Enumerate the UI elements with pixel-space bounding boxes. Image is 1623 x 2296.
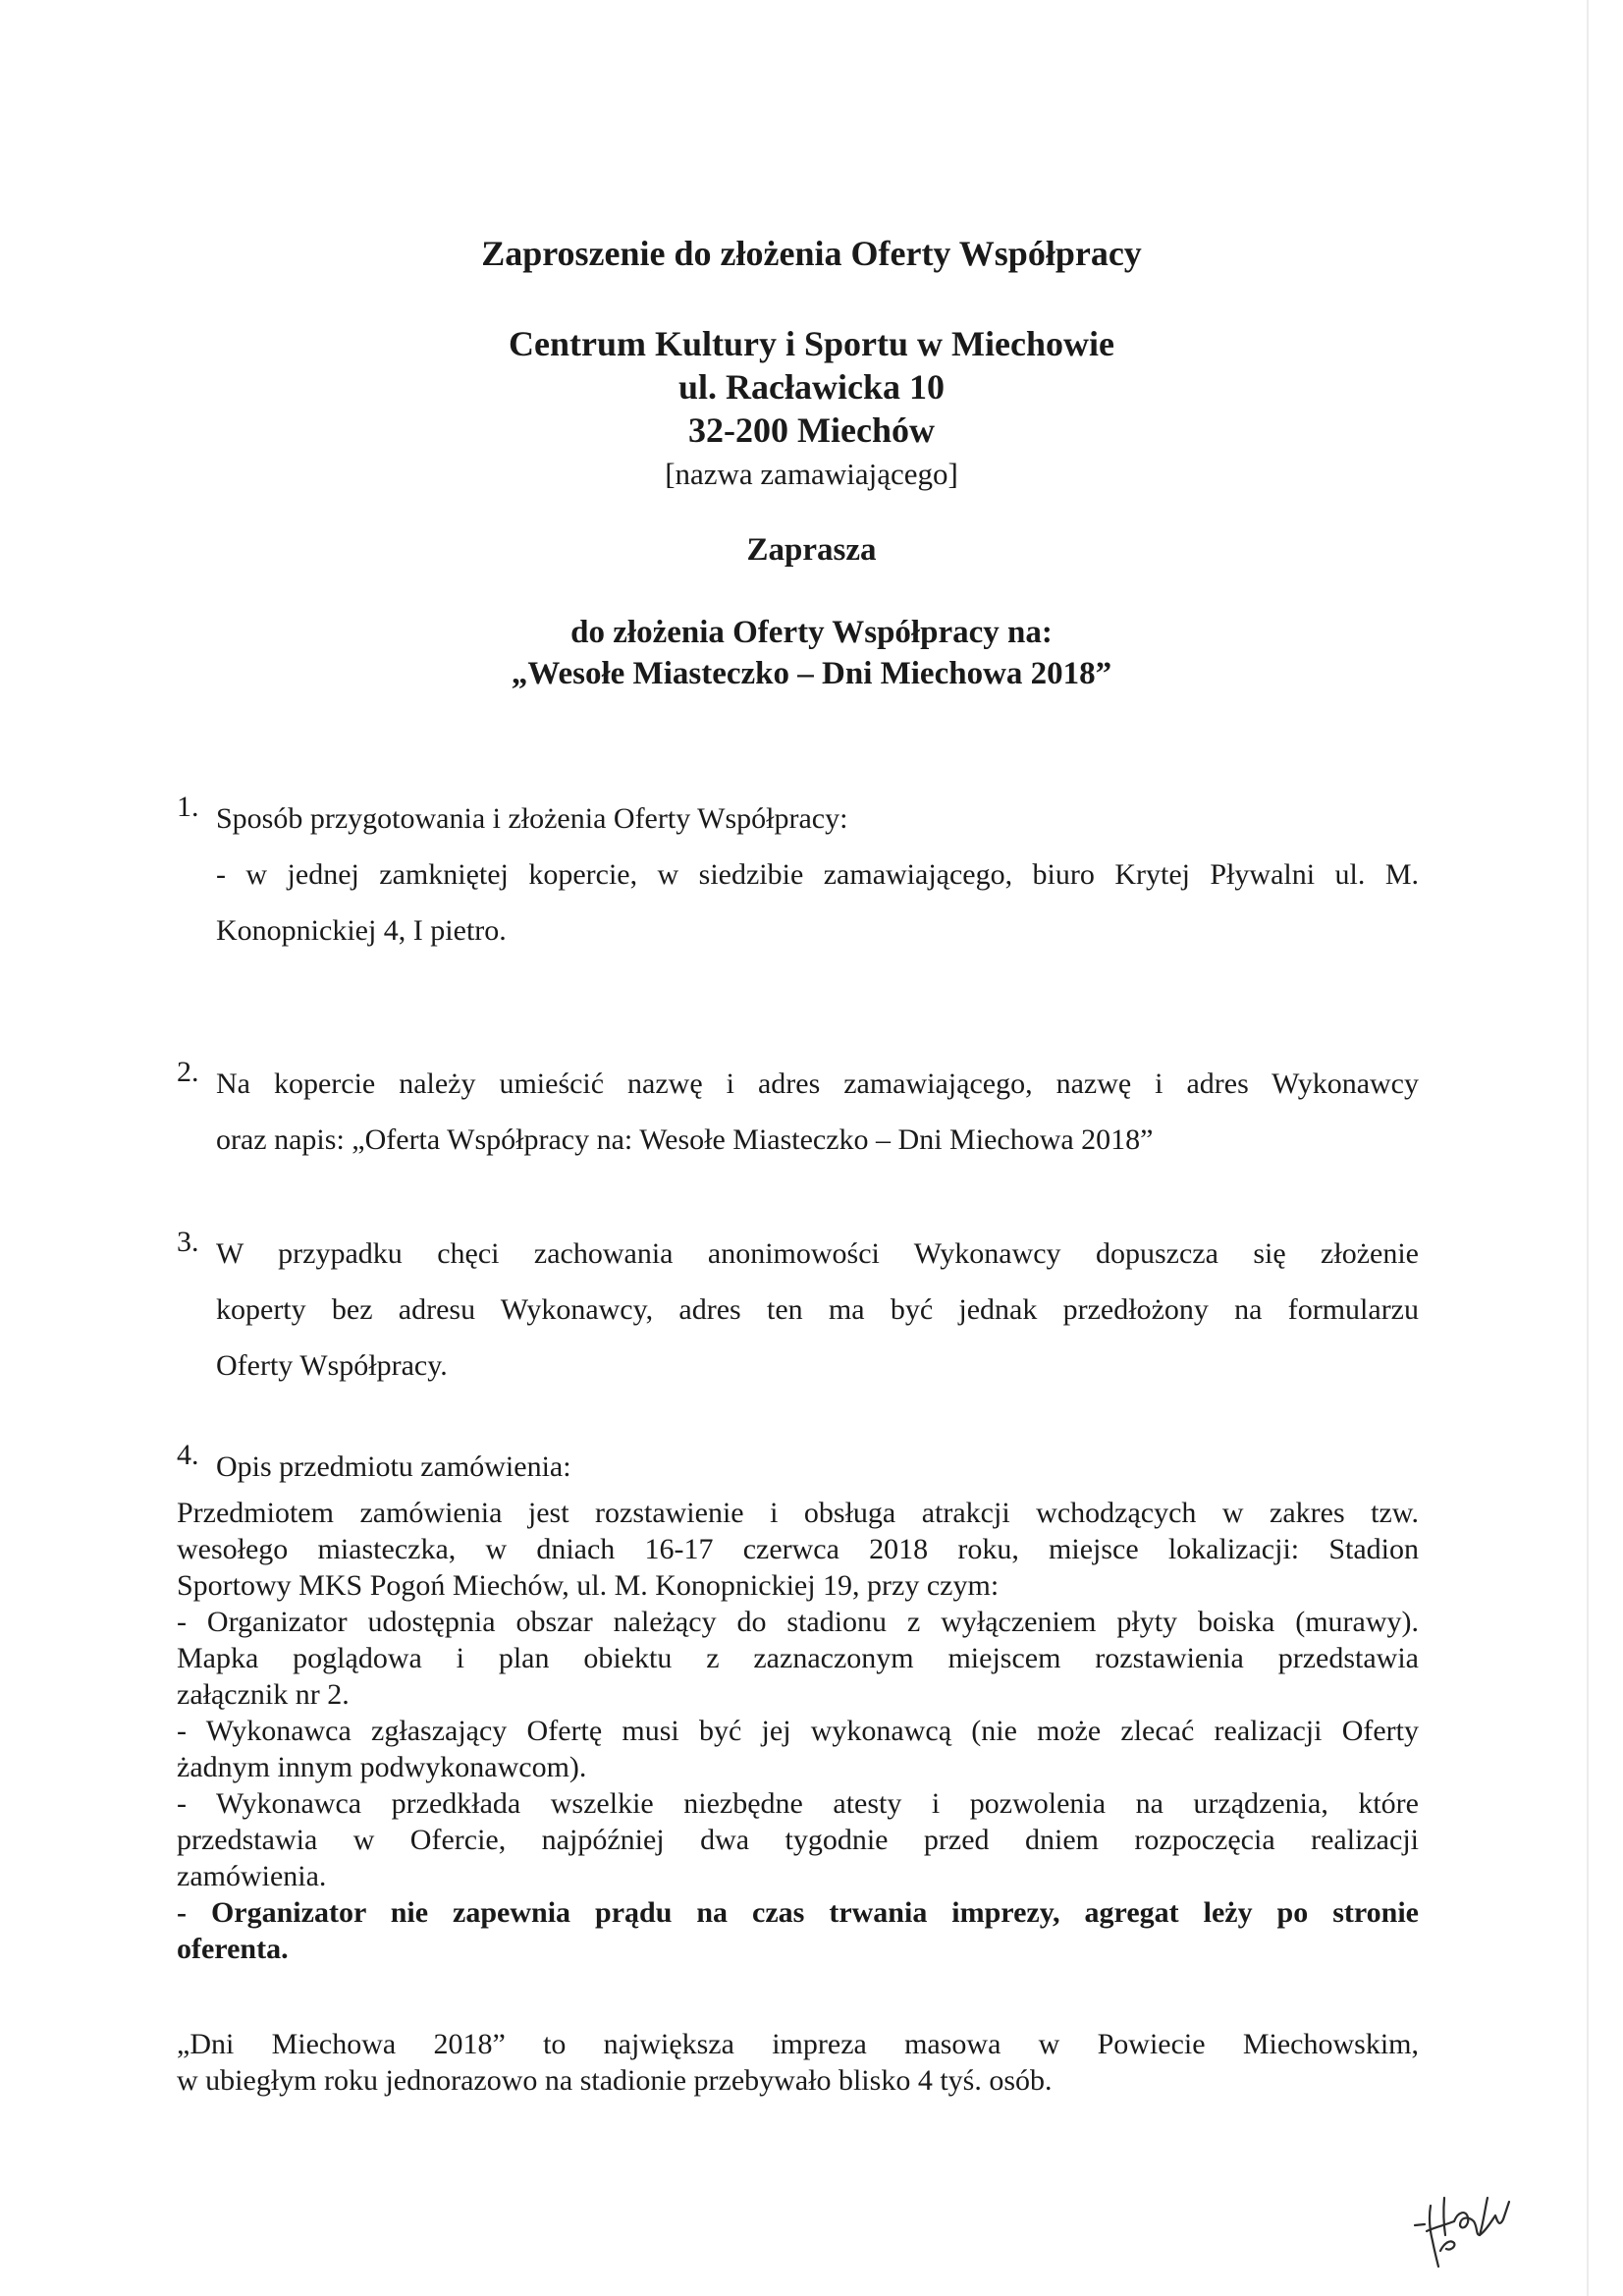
section-1 (177, 791, 1419, 958)
description-line: zamówienia. (177, 1860, 327, 1892)
power-supply-note: - Organizator nie zapewnia prądu na czas trwania imprezy, agregat leży po stronie (177, 1896, 1419, 1929)
section-line: koperty bez adresu Wykonawcy, adres ten ma być jednak przedłożony na formularzu (216, 1293, 1419, 1326)
description-line: Sportowy MKS Pogoń Miechów, ul. M. Konopnickiej 19, przy czym: (177, 1569, 1000, 1602)
closing-line: „Dni Miechowa 2018” to największa impreza masowa w Powiecie Miechowskim, (177, 2028, 1419, 2060)
organization-block (0, 322, 1623, 452)
section-line: oraz napis: „Oferta Współpracy na: Wesołe Miasteczko – Dni Miechowa 2018” (216, 1123, 1154, 1156)
order-description (177, 1495, 1419, 1967)
description-line: Przedmiotem zamówienia jest rozstawienie i obsługa atrakcji wchodzących w zakres tzw. (177, 1497, 1419, 1529)
section-line: Opis przedmiotu zamówienia: (216, 1450, 571, 1483)
section-number: 1. (177, 791, 199, 823)
organization-street: ul. Racławicka 10 (677, 367, 945, 407)
subject-intro: do złożenia Oferty Współpracy na: (570, 615, 1053, 650)
description-line: załącznik nr 2. (177, 1678, 350, 1711)
section-number: 4. (177, 1439, 199, 1471)
section-3 (177, 1226, 1419, 1394)
power-supply-note: oferenta. (177, 1933, 289, 1965)
description-line: - Organizator udostępnia obszar należący do stadionu z wyłączeniem płyty boiska (murawy). (177, 1606, 1419, 1638)
document-title: Zaproszenie do złożenia Oferty Współpracy (481, 234, 1142, 273)
closing-line: w ubiegłym roku jednorazowo na stadionie przebywało blisko 4 tyś. osób. (177, 2064, 1053, 2097)
description-line: - Wykonawca przedkłada wszelkie niezbędne atesty i pozwolenia na urządzenia, które (177, 1787, 1419, 1820)
description-line: Mapka poglądowa i plan obiektu z zaznaczonym miejscem rozstawienia przedstawia (177, 1642, 1419, 1674)
organization-placeholder: [nazwa zamawiającego] (665, 457, 958, 491)
invites-heading: Zaprasza (746, 532, 877, 568)
section-line: Oferty Współpracy. (216, 1349, 448, 1382)
section-4 (177, 1439, 1419, 1495)
closing-paragraph (177, 2026, 1419, 2099)
description-line: - Wykonawca zgłaszający Ofertę musi być jej wykonawcą (nie może zlecać realizacji Oferty (177, 1715, 1419, 1747)
section-line: - w jednej zamkniętej kopercie, w siedzibie zamawiającego, biuro Krytej Pływalni ul. M. (216, 858, 1419, 891)
section-number: 3. (177, 1226, 199, 1258)
handwritten-signature (1411, 2192, 1514, 2270)
section-number: 2. (177, 1056, 199, 1088)
subject-block (0, 612, 1623, 694)
organization-name: Centrum Kultury i Sportu w Miechowie (509, 324, 1114, 363)
section-2 (177, 1056, 1419, 1168)
subject-name: „Wesołe Miasteczko – Dni Miechowa 2018” (511, 656, 1112, 691)
description-line: przedstawia w Ofercie, najpóźniej dwa tygodnie przed dniem rozpoczęcia realizacji (177, 1824, 1419, 1856)
description-line: żadnym innym podwykonawcom). (177, 1751, 587, 1783)
section-line: Sposób przygotowania i złożenia Oferty Współpracy: (216, 802, 848, 835)
description-line: wesołego miasteczka, w dniach 16-17 czerwca 2018 roku, miejsce lokalizacji: Stadion (177, 1533, 1419, 1565)
organization-city: 32-200 Miechów (688, 410, 935, 450)
section-line: W przypadku chęci zachowania anonimowości Wykonawcy dopuszcza się złożenie (216, 1237, 1419, 1270)
section-line: Konopnickiej 4, I pietro. (216, 914, 507, 947)
section-line: Na kopercie należy umieścić nazwę i adres zamawiającego, nazwę i adres Wykonawcy (216, 1067, 1419, 1100)
